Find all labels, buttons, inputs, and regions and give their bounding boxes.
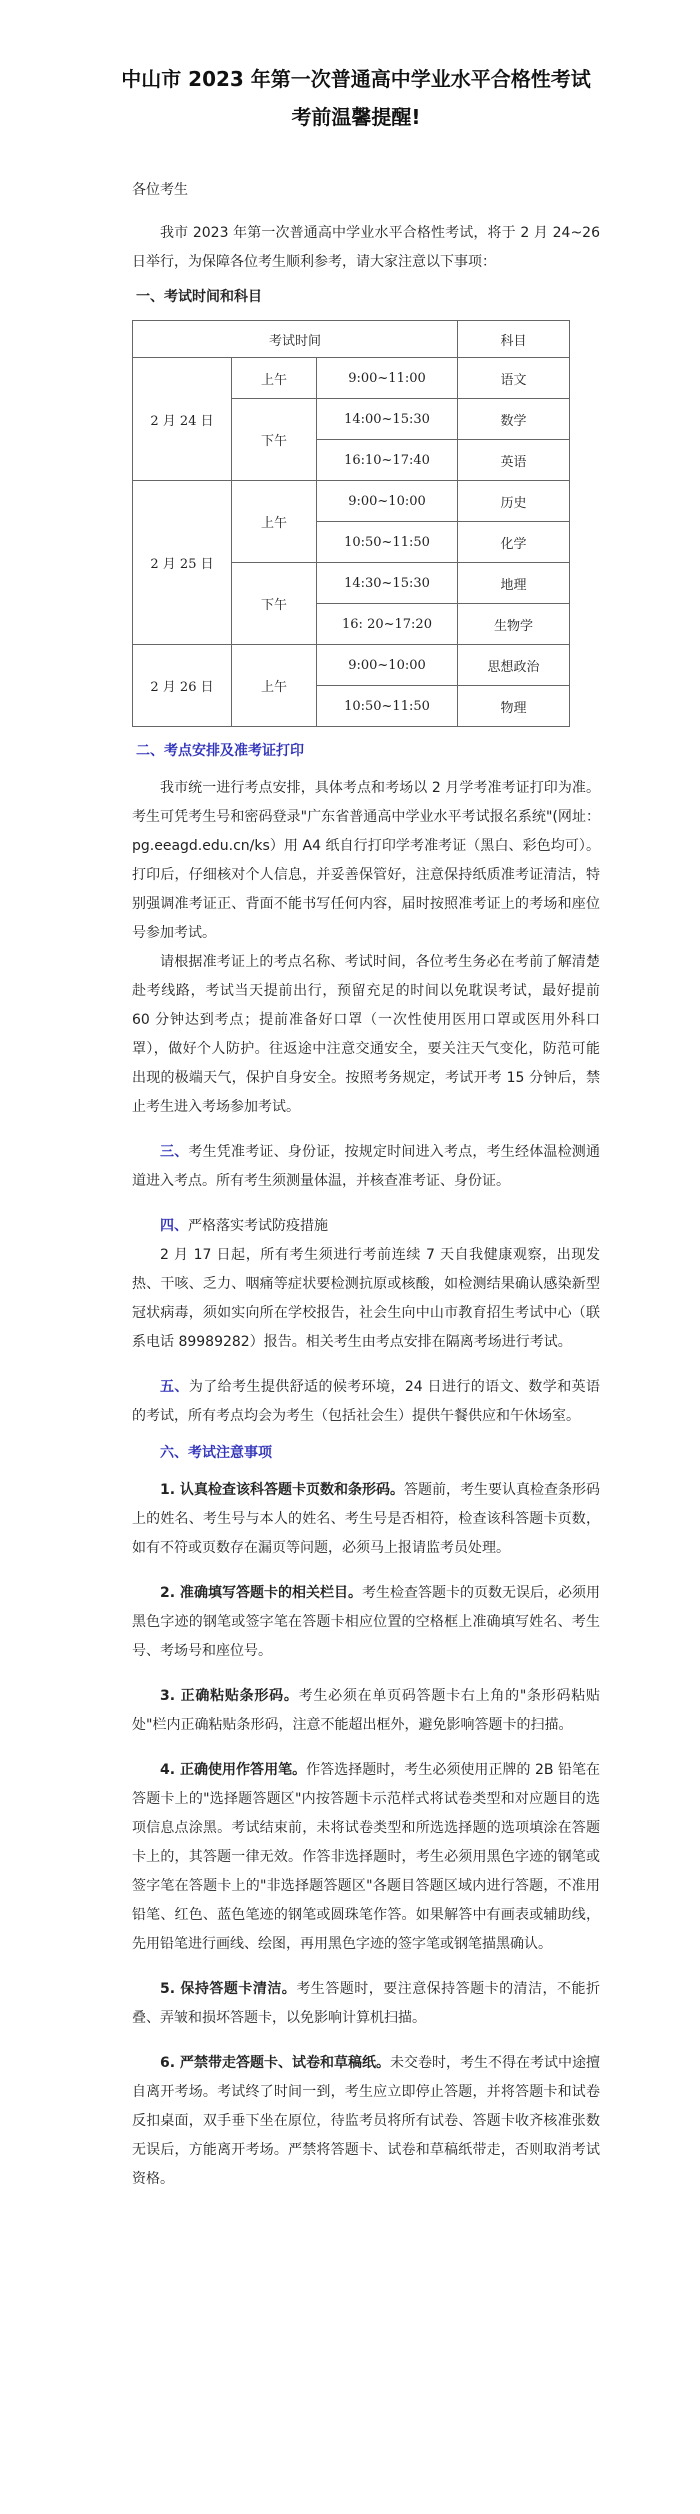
list-item	[132, 1756, 600, 1959]
intro-paragraph: 我市 2023 年第一次普通高中学业水平合格性考试，将于 2 月 24~26 日举行，为保障各位考生顺利参考，请大家注意以下事项：	[132, 225, 600, 270]
entry-paragraph	[132, 1138, 600, 1196]
section-number-4: 四、	[160, 1218, 188, 1234]
time-cell: 16:10~17:40	[317, 440, 458, 481]
half-day-cell: 上午	[232, 481, 317, 563]
item-text: 考生检查答题卡的页数无误后，必须用黑色字迹的钢笔或签字笔在答题卡相应位置的空格框上准确填写姓名、考生号、考场号和座位号。	[132, 1585, 601, 1659]
time-cell: 14:30~15:30	[317, 563, 458, 604]
table-row	[133, 358, 570, 399]
list-item	[132, 1579, 600, 1666]
item-heading: 3. 正确粘贴条形码。	[160, 1688, 299, 1704]
venue-paragraph-2: 请根据准考证上的考点名称、考试时间，各位考生务必在考前了解清楚赴考线路，考试当天提前出行，预留充足的时间以免耽误考试，最好提前 60 分钟达到考点；提前准备好口罩（一次性使用医用口罩或医用外科口罩），做好个人防护。往返途中注意交通安全，要关注天气变化，防范可能出现的极端天气，保护自身安全。按照考务规定，考试开考 15 分钟后，禁止考生进入考场参加考试。	[132, 954, 600, 1115]
time-cell: 9:00~10:00	[317, 645, 458, 686]
time-cell: 9:00~10:00	[317, 481, 458, 522]
section-number-3: 三、	[160, 1144, 189, 1160]
section-number-5: 五、	[160, 1379, 189, 1395]
subject-cell: 物理	[458, 686, 570, 727]
subject-cell: 数学	[458, 399, 570, 440]
salutation: 各位考生	[132, 182, 188, 198]
table-row	[133, 645, 570, 686]
item-text: 答题前，考生要认真检查条形码上的姓名、考生号与本人的姓名、考生号是否相符，检查该科答题卡页数，如有不符或页数存在漏页等问题，必须马上报请监考员处理。	[132, 1482, 600, 1556]
subject-cell: 英语	[458, 440, 570, 481]
exam-schedule-table	[132, 320, 570, 727]
header-exam-time: 考试时间	[133, 321, 458, 358]
half-day-cell: 上午	[232, 358, 317, 399]
subject-cell: 历史	[458, 481, 570, 522]
date-cell: 2 月 26 日	[133, 645, 232, 727]
section-heading-schedule: 一、考试时间和科目	[136, 289, 262, 305]
item-heading: 2. 准确填写答题卡的相关栏目。	[160, 1585, 362, 1601]
time-cell: 16: 20~17:20	[317, 604, 458, 645]
lunch-text: 为了给考生提供舒适的候考环境，24 日进行的语文、数学和英语的考试，所有考点均会为考生（包括社会生）提供午餐供应和午休场室。	[132, 1379, 601, 1424]
list-item	[132, 2049, 600, 2194]
time-cell: 10:50~11:50	[317, 522, 458, 563]
section-heading-venue: 二、考点安排及准考证打印	[136, 743, 304, 759]
item-heading: 6. 严禁带走答题卡、试卷和草稿纸。	[160, 2055, 390, 2071]
epidemic-paragraph: 2 月 17 日起，所有考生须进行考前连续 7 天自我健康观察，出现发热、干咳、乏力、咽痛等症状要检测抗原或核酸，如检测结果确认感染新型冠状病毒，须如实向所在学校报告，社会生向中山市教育招生考试中心（联系电话 89989282）报告。相关考生由考点安排在隔离考场进行考试。	[132, 1247, 600, 1350]
time-cell: 10:50~11:50	[317, 686, 458, 727]
venue-paragraph-1: 我市统一进行考点安排，具体考点和考场以 2 月学考准考证打印为准。考生可凭考生号和密码登录"广东省普通高中学业水平考试报名系统"(网址：pg.eeagd.edu.cn/ks）用 A4 纸自行打印学考准考证（黑白、彩色均可）。打印后，仔细核对个人信息，并妥善保管好，注意保持纸质准考证清洁，特别强调准考证正、背面不能书写任何内容，届时按照准考证上的考场和座位号参加考试。	[132, 780, 600, 941]
date-cell: 2 月 25 日	[133, 481, 232, 645]
item-heading: 1. 认真检查该科答题卡页数和条形码。	[160, 1482, 404, 1498]
subject-cell: 生物学	[458, 604, 570, 645]
item-text: 考生答题时，要注意保持答题卡的清洁，不能折叠、弄皱和损坏答题卡，以免影响计算机扫描。	[132, 1981, 601, 2026]
item-text: 未交卷时，考生不得在考试中途擅自离开考场。考试终了时间一到，考生应立即停止答题，并将答题卡和试卷反扣桌面，双手垂下坐在原位，待监考员将所有试卷、答题卡收齐核准张数无误后，方能离开考场。严禁将答题卡、试卷和草稿纸带走，否则取消考试资格。	[132, 2055, 600, 2187]
subject-cell: 化学	[458, 522, 570, 563]
subject-cell: 语文	[458, 358, 570, 399]
page-title: 中山市 2023 年第一次普通高中学业水平合格性考试考前温馨提醒!	[121, 67, 591, 129]
date-cell: 2 月 24 日	[133, 358, 232, 481]
entry-text: 考生凭准考证、身份证，按规定时间进入考点，考生经体温检测通道进入考点。所有考生须测量体温，并核查准考证、身份证。	[132, 1144, 601, 1189]
half-day-cell: 上午	[232, 645, 317, 727]
list-item	[132, 1682, 600, 1740]
item-heading: 4. 正确使用作答用笔。	[160, 1762, 307, 1778]
lunch-paragraph	[132, 1373, 600, 1431]
subject-cell: 地理	[458, 563, 570, 604]
epidemic-heading-text: 严格落实考试防疫措施	[188, 1218, 328, 1234]
half-day-cell: 下午	[232, 399, 317, 481]
table-header-row	[133, 321, 570, 358]
subject-cell: 思想政治	[458, 645, 570, 686]
item-text: 作答选择题时，考生必须使用正牌的 2B 铅笔在答题卡上的"选择题答题区"内按答题卡示范样式将试卷类型和对应题目的选项信息点涂黑。考试结束前，未将试卷类型和所选选择题的选项填涂在答题卡上的，其答题一律无效。作答非选择题时，考生必须用黑色字迹的钢笔或签字笔在答题卡上的"非选择题答题区"各题目答题区域内进行答题，不准用铅笔、红色、蓝色笔迹的钢笔或圆珠笔作答。如果解答中有画表或辅助线，先用铅笔进行画线、绘图，再用黑色字迹的签字笔或钢笔描黑确认。	[132, 1762, 600, 1952]
epidemic-heading	[132, 1212, 600, 1241]
table-row	[133, 481, 570, 522]
half-day-cell: 下午	[232, 563, 317, 645]
header-subject: 科目	[458, 321, 570, 358]
section-heading-notes: 六、考试注意事项	[160, 1445, 272, 1461]
time-cell: 14:00~15:30	[317, 399, 458, 440]
item-text: 考生必须在单页码答题卡右上角的"条形码粘贴处"栏内正确粘贴条形码，注意不能超出框外，避免影响答题卡的扫描。	[132, 1688, 600, 1733]
list-item	[132, 1975, 600, 2033]
time-cell: 9:00~11:00	[317, 358, 458, 399]
list-item	[132, 1476, 600, 1563]
item-heading: 5. 保持答题卡清洁。	[160, 1981, 297, 1997]
